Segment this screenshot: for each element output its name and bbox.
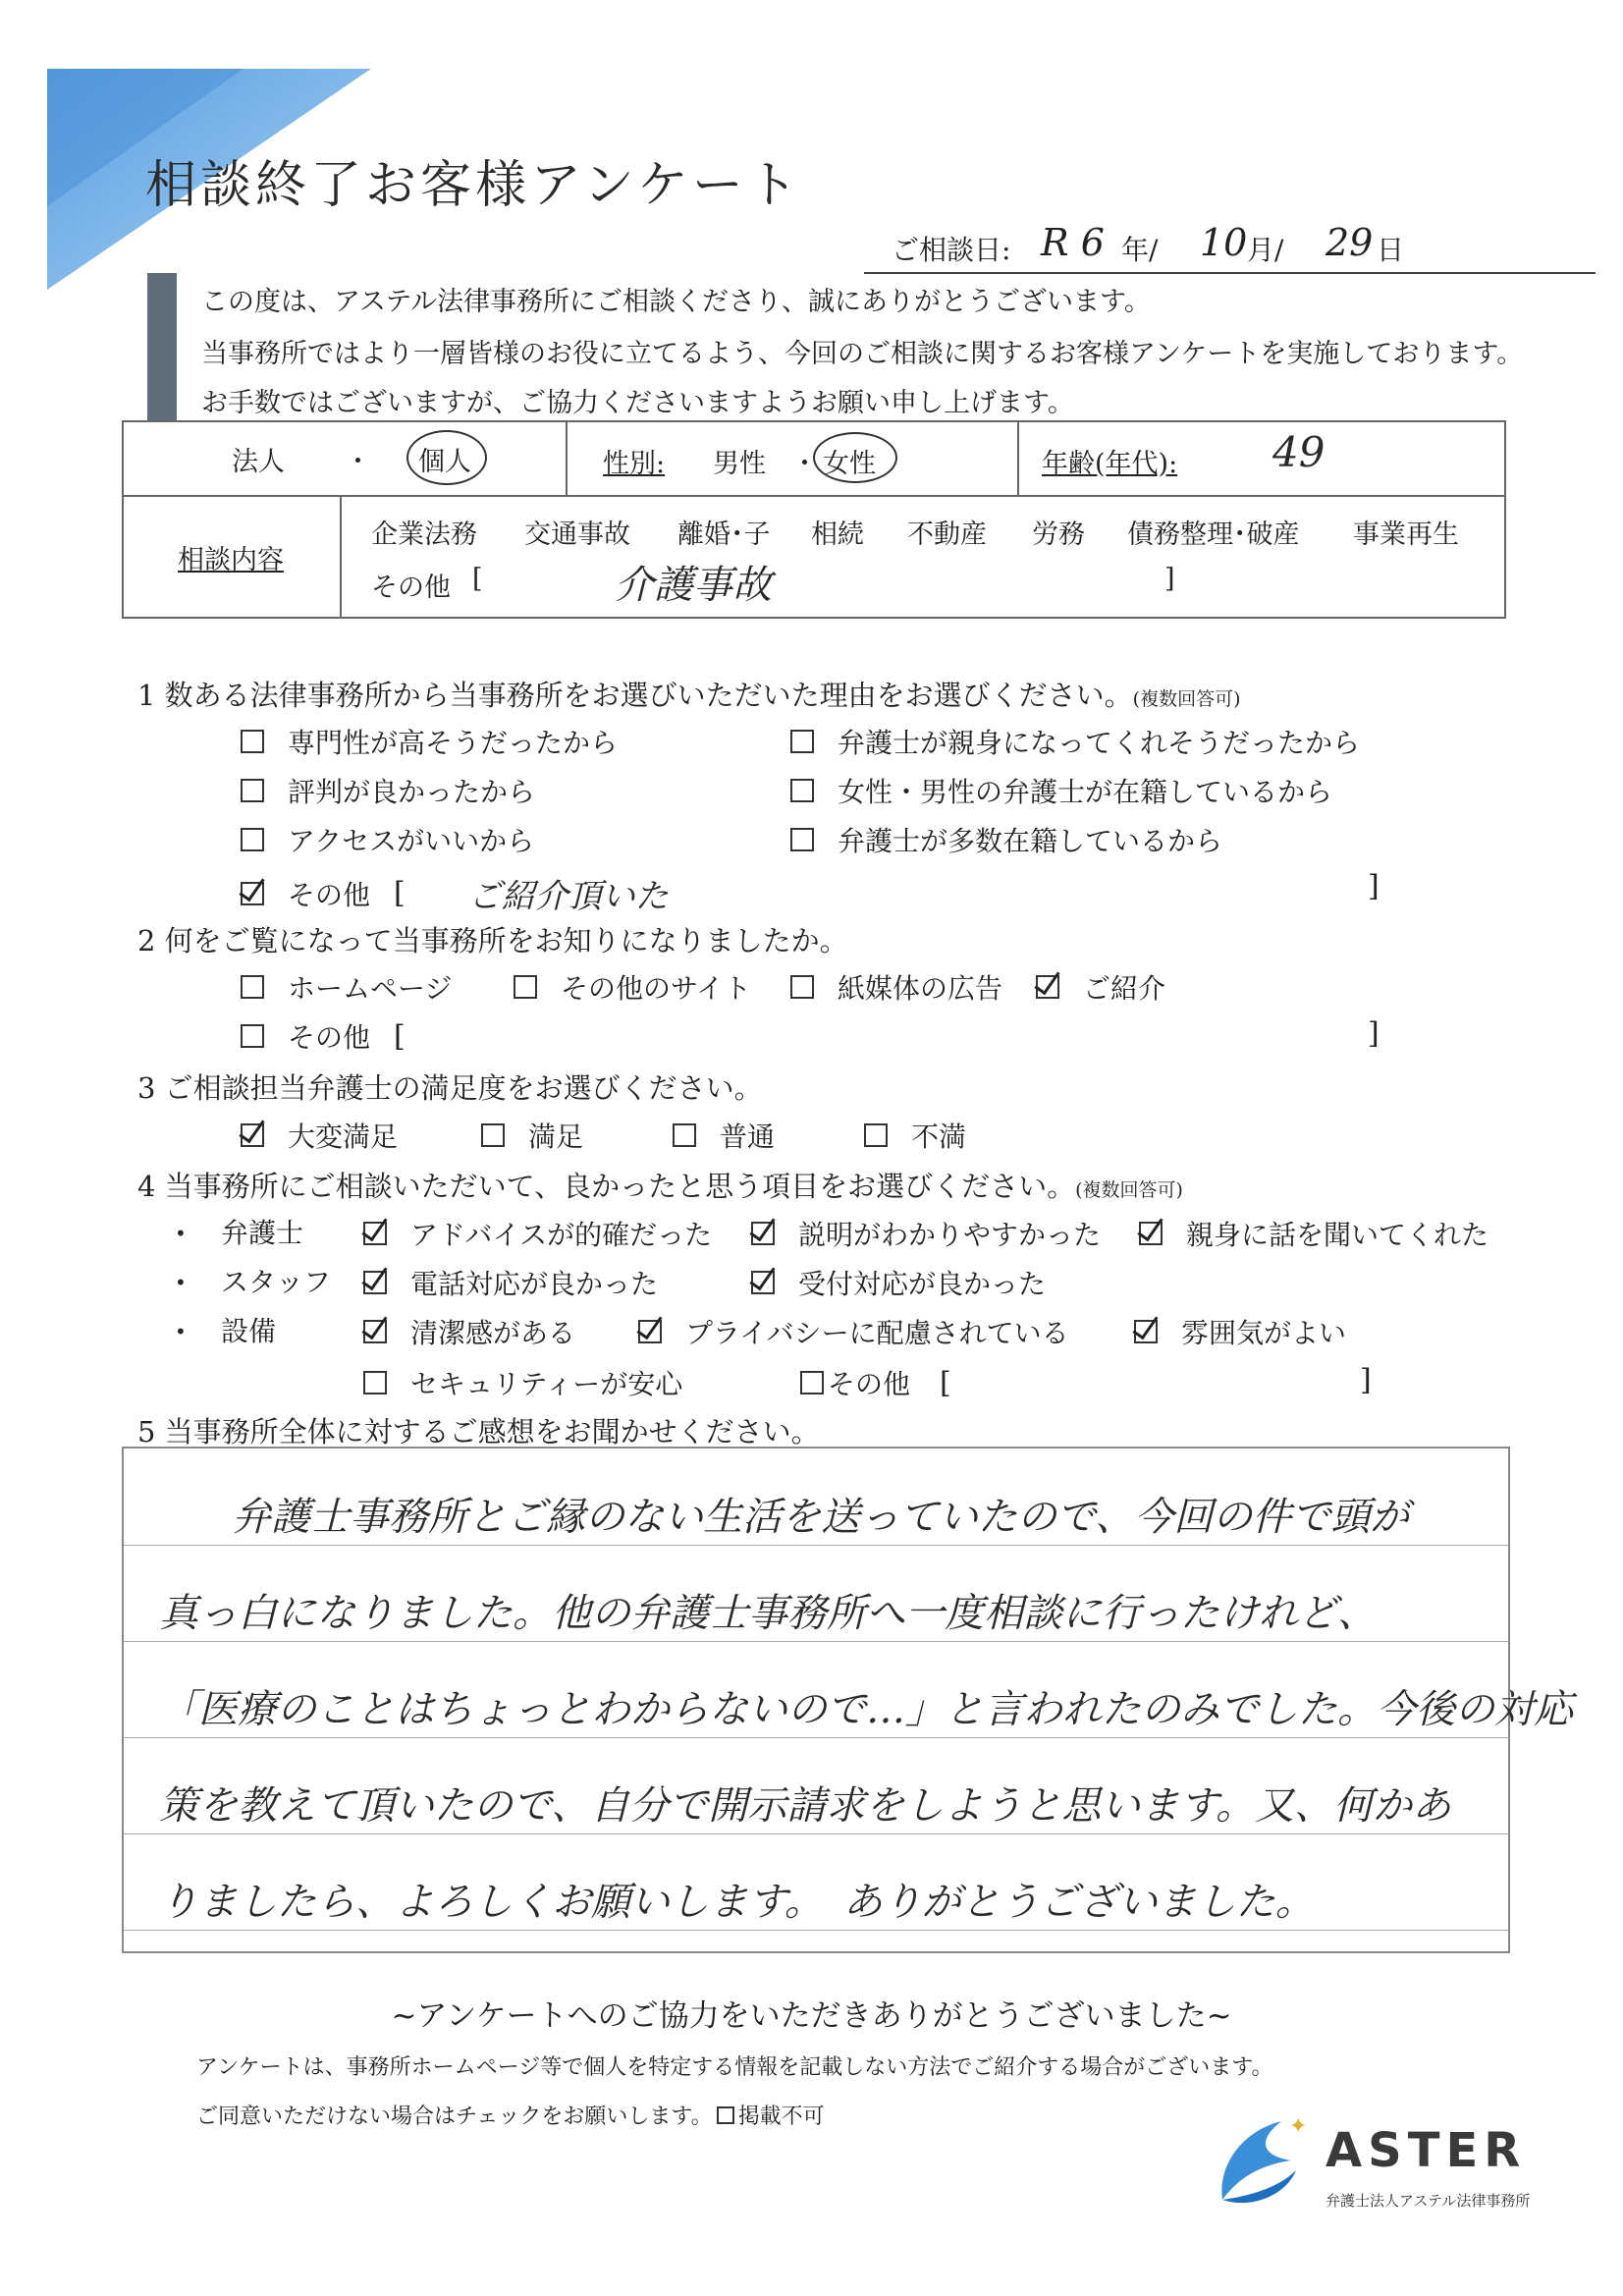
option-label: プライバシーに配慮されている bbox=[685, 1317, 1069, 1349]
option-label: その他 bbox=[288, 1021, 371, 1054]
checkbox[interactable] bbox=[241, 1024, 264, 1048]
checkbox[interactable] bbox=[241, 779, 264, 802]
checkbox[interactable] bbox=[481, 1123, 505, 1147]
no-publish-label: 掲載不可 bbox=[737, 2105, 825, 2129]
checkbox-checked[interactable] bbox=[751, 1222, 775, 1245]
facility-label: 設備 bbox=[221, 1315, 277, 1347]
checkbox[interactable] bbox=[800, 1371, 824, 1394]
q4-option[interactable] bbox=[1139, 1214, 1488, 1253]
intro-line-2: 当事務所ではより一層皆様のお役に立てるよう、今回のご相談に関するお客様アンケートを実施しております。 bbox=[201, 339, 1524, 369]
q2-option[interactable] bbox=[1036, 967, 1165, 1007]
age-label: 年齢(年代): bbox=[1042, 449, 1178, 479]
option-label: 親身に話を聞いてくれた bbox=[1186, 1219, 1489, 1251]
option-label: 大変満足 bbox=[288, 1121, 399, 1153]
q4-option[interactable] bbox=[751, 1263, 1046, 1302]
q4-option[interactable] bbox=[363, 1263, 658, 1302]
checkbox-checked[interactable] bbox=[1134, 1320, 1158, 1343]
corporation-option: 法人 bbox=[232, 447, 285, 477]
bracket-open: [ bbox=[394, 876, 406, 910]
q4-option[interactable] bbox=[1134, 1312, 1346, 1351]
bullet-icon: • bbox=[175, 1320, 187, 1343]
thanks-message: ~アンケートへのご協力をいただきありがとうございました~ bbox=[391, 1998, 1232, 2034]
q3-option[interactable] bbox=[481, 1116, 583, 1155]
q1-option[interactable] bbox=[241, 820, 534, 859]
comment-box[interactable] bbox=[122, 1447, 1573, 1953]
option-label: 清潔感がある bbox=[410, 1317, 576, 1349]
bracket-close: ] bbox=[1360, 1363, 1372, 1397]
q2-option[interactable] bbox=[790, 967, 1002, 1007]
q3-option[interactable] bbox=[241, 1116, 398, 1155]
q3-option[interactable] bbox=[673, 1116, 775, 1155]
checkbox-checked[interactable] bbox=[241, 1123, 264, 1147]
option-label: ホームページ bbox=[288, 972, 453, 1005]
checkbox[interactable] bbox=[514, 975, 537, 999]
intro-line-3: お手数ではございますが、ご協力くださいますようお願い申し上げます。 bbox=[201, 388, 1074, 418]
option-label: ご紹介 bbox=[1083, 972, 1166, 1005]
other-consult-value: 介護事故 bbox=[615, 563, 772, 608]
option-label: アドバイスが的確だった bbox=[410, 1219, 713, 1251]
q4-option[interactable] bbox=[363, 1312, 575, 1351]
checkbox-checked[interactable] bbox=[241, 882, 264, 905]
option-label: 弁護士が多数在籍しているから bbox=[838, 825, 1223, 857]
age-value: 49 bbox=[1272, 428, 1325, 476]
bracket-close: ] bbox=[1164, 564, 1175, 594]
option-label: 不満 bbox=[911, 1121, 967, 1153]
checkbox-checked[interactable] bbox=[1036, 975, 1059, 999]
bracket-close: ] bbox=[1368, 1016, 1380, 1051]
option-label: セキュリティーが安心 bbox=[410, 1368, 683, 1400]
lawyer-label: 弁護士 bbox=[221, 1217, 304, 1249]
option-label: 評判が良かったから bbox=[288, 776, 536, 808]
question-5: 5 当事務所全体に対するご感想をお聞かせください。 bbox=[137, 1415, 820, 1449]
checkbox[interactable] bbox=[864, 1123, 888, 1147]
option-label: 雰囲気がよい bbox=[1181, 1317, 1347, 1349]
q1-option[interactable] bbox=[241, 722, 618, 761]
q1-option[interactable] bbox=[790, 722, 1360, 761]
comment-line-4: 策を教えて頂いたので、自分で開示請求をしようと思います。又、何かあ bbox=[159, 1783, 1451, 1829]
question-2: 2 何をご覧になって当事務所をお知りになりましたか。 bbox=[137, 924, 848, 957]
question-1-note: (複数回答可) bbox=[1132, 688, 1241, 710]
category-real-estate: 不動産 bbox=[907, 519, 987, 550]
question-4-note: (複数回答可) bbox=[1075, 1179, 1183, 1201]
option-label: 受付対応が良かった bbox=[798, 1268, 1047, 1300]
q2-option[interactable] bbox=[514, 967, 751, 1007]
date-month: 10 bbox=[1200, 221, 1248, 264]
option-label: アクセスがいいから bbox=[288, 825, 535, 857]
checkbox[interactable] bbox=[363, 1371, 387, 1394]
bullet-icon: • bbox=[175, 1271, 187, 1294]
q1-option[interactable] bbox=[241, 771, 535, 810]
question-1-label: 1 数ある法律事務所から当事務所をお選びいただいた理由をお選びください。 bbox=[137, 679, 1133, 712]
option-label: 弁護士が親身になってくれそうだったから bbox=[838, 727, 1361, 759]
intro-line-1: この度は、アステル法律事務所にご相談くださり、誠にありがとうございます。 bbox=[201, 287, 1151, 317]
option-label: 電話対応が良かった bbox=[410, 1268, 659, 1300]
selection-circle bbox=[813, 432, 897, 483]
q1-option[interactable] bbox=[790, 771, 1332, 810]
logo-wordmark: ASTER bbox=[1325, 2123, 1527, 2178]
comment-line-5: りましたら、よろしくお願いします。 ありがとうございました。 bbox=[159, 1880, 1315, 1925]
checkbox-checked[interactable] bbox=[1139, 1222, 1163, 1245]
bullet-icon: • bbox=[175, 1222, 187, 1245]
consultation-date bbox=[864, 221, 1596, 274]
option-label: 満足 bbox=[528, 1121, 584, 1153]
checkbox[interactable] bbox=[790, 975, 814, 999]
q1-other-value: ご紹介頂いた bbox=[467, 877, 669, 916]
consent-row bbox=[196, 2100, 825, 2130]
question-1 bbox=[137, 674, 1241, 714]
option-label: 女性・男性の弁護士が在籍しているから bbox=[838, 776, 1333, 808]
checkbox[interactable] bbox=[790, 779, 814, 802]
svg-text:✦: ✦ bbox=[1289, 2114, 1308, 2139]
q3-option[interactable] bbox=[864, 1116, 966, 1155]
category-inheritance: 相続 bbox=[811, 519, 864, 550]
q4-option[interactable] bbox=[363, 1214, 712, 1253]
q4-option[interactable] bbox=[751, 1214, 1101, 1253]
category-corporate-law: 企業法務 bbox=[371, 519, 477, 550]
category-business-revival: 事業再生 bbox=[1353, 519, 1459, 550]
option-label: 普通 bbox=[720, 1121, 776, 1153]
aster-logo bbox=[1203, 2111, 1596, 2229]
option-label: その他 bbox=[288, 878, 371, 911]
date-era-year: R 6 bbox=[1041, 221, 1105, 264]
date-label: ご相談日: bbox=[892, 234, 1011, 266]
bracket-open: [ bbox=[940, 1365, 951, 1400]
checkbox[interactable] bbox=[241, 975, 264, 999]
category-traffic-accident: 交通事故 bbox=[524, 519, 630, 550]
q1-option-other[interactable] bbox=[241, 869, 669, 917]
checkbox[interactable] bbox=[673, 1123, 696, 1147]
logo-subtitle: 弁護士法人アステル法律事務所 bbox=[1325, 2192, 1531, 2210]
comment-line-3: 「医療のことはちょっとわからないので…」と言われたのみでした。今後の対応 bbox=[159, 1687, 1573, 1732]
q4-option[interactable] bbox=[363, 1363, 682, 1402]
q4-option[interactable] bbox=[638, 1312, 1069, 1351]
option-label: 紙媒体の広告 bbox=[838, 972, 1003, 1005]
option-label: その他のサイト bbox=[561, 972, 752, 1005]
question-3: 3 ご相談担当弁護士の満足度をお選びください。 bbox=[137, 1071, 763, 1105]
checkbox[interactable] bbox=[790, 828, 814, 851]
bracket-open: [ bbox=[472, 564, 483, 594]
male-option: 男性 bbox=[713, 449, 766, 479]
question-4-label: 4 当事務所にご相談いただいて、良かったと思う項目をお選びください。 bbox=[137, 1170, 1076, 1203]
category-labor: 労務 bbox=[1032, 519, 1085, 550]
checkbox-checked[interactable] bbox=[363, 1271, 387, 1294]
separator-dot: ・ bbox=[345, 447, 371, 477]
staff-label: スタッフ bbox=[221, 1266, 332, 1298]
checkbox[interactable] bbox=[790, 730, 814, 753]
female-option: 女性 bbox=[823, 449, 876, 479]
q1-option[interactable] bbox=[790, 820, 1222, 859]
no-publish-checkbox[interactable] bbox=[717, 2106, 734, 2124]
other-label: その他 bbox=[371, 573, 451, 603]
category-debt: 債務整理･破産 bbox=[1127, 519, 1300, 550]
checkbox[interactable] bbox=[241, 730, 264, 753]
q4-option-other[interactable] bbox=[800, 1363, 951, 1402]
separator-dot: ・ bbox=[791, 449, 818, 479]
question-4 bbox=[137, 1165, 1183, 1205]
gender-label: 性別: bbox=[603, 449, 666, 479]
consent-note: ご同意いただけない場合はチェックをお願いします。 bbox=[196, 2105, 713, 2129]
option-label: 説明がわかりやすかった bbox=[798, 1219, 1102, 1251]
checkbox-checked[interactable] bbox=[363, 1320, 387, 1343]
date-day: 29 bbox=[1325, 221, 1374, 264]
category-divorce: 離婚･子 bbox=[677, 519, 771, 550]
date-day-suffix: 日 bbox=[1377, 234, 1405, 266]
q2-option[interactable] bbox=[241, 967, 452, 1007]
comment-line-2: 真っ白になりました。他の弁護士事務所へ一度相談に行ったけれど、 bbox=[159, 1591, 1377, 1636]
bracket-open: [ bbox=[394, 1018, 406, 1054]
option-label: その他 bbox=[828, 1368, 911, 1400]
q2-option-other[interactable] bbox=[241, 1016, 406, 1056]
checkbox[interactable] bbox=[241, 828, 264, 851]
checkbox-checked[interactable] bbox=[363, 1222, 387, 1245]
selection-circle bbox=[406, 430, 487, 485]
checkbox-checked[interactable] bbox=[638, 1320, 662, 1343]
comment-line-1: 弁護士事務所とご縁のない生活を送っていたので、今回の件で頭が bbox=[232, 1495, 1410, 1540]
publication-note: アンケートは、事務所ホームページ等で個人を特定する情報を記載しない方法でご紹介する場合がございます。 bbox=[196, 2055, 1273, 2080]
option-label: 専門性が高そうだったから bbox=[288, 727, 619, 759]
consult-content-label: 相談内容 bbox=[178, 545, 284, 575]
intro-accent-bar bbox=[147, 273, 177, 420]
page-title: 相談終了お客様アンケート bbox=[145, 156, 802, 215]
bracket-close: ] bbox=[1368, 869, 1380, 903]
attribute-table bbox=[122, 420, 1506, 619]
aster-logo-icon bbox=[1203, 2111, 1311, 2219]
date-year-suffix: 年/ bbox=[1121, 234, 1159, 266]
date-month-suffix: 月/ bbox=[1247, 234, 1284, 266]
checkbox-checked[interactable] bbox=[751, 1271, 775, 1294]
individual-option: 個人 bbox=[418, 447, 471, 477]
